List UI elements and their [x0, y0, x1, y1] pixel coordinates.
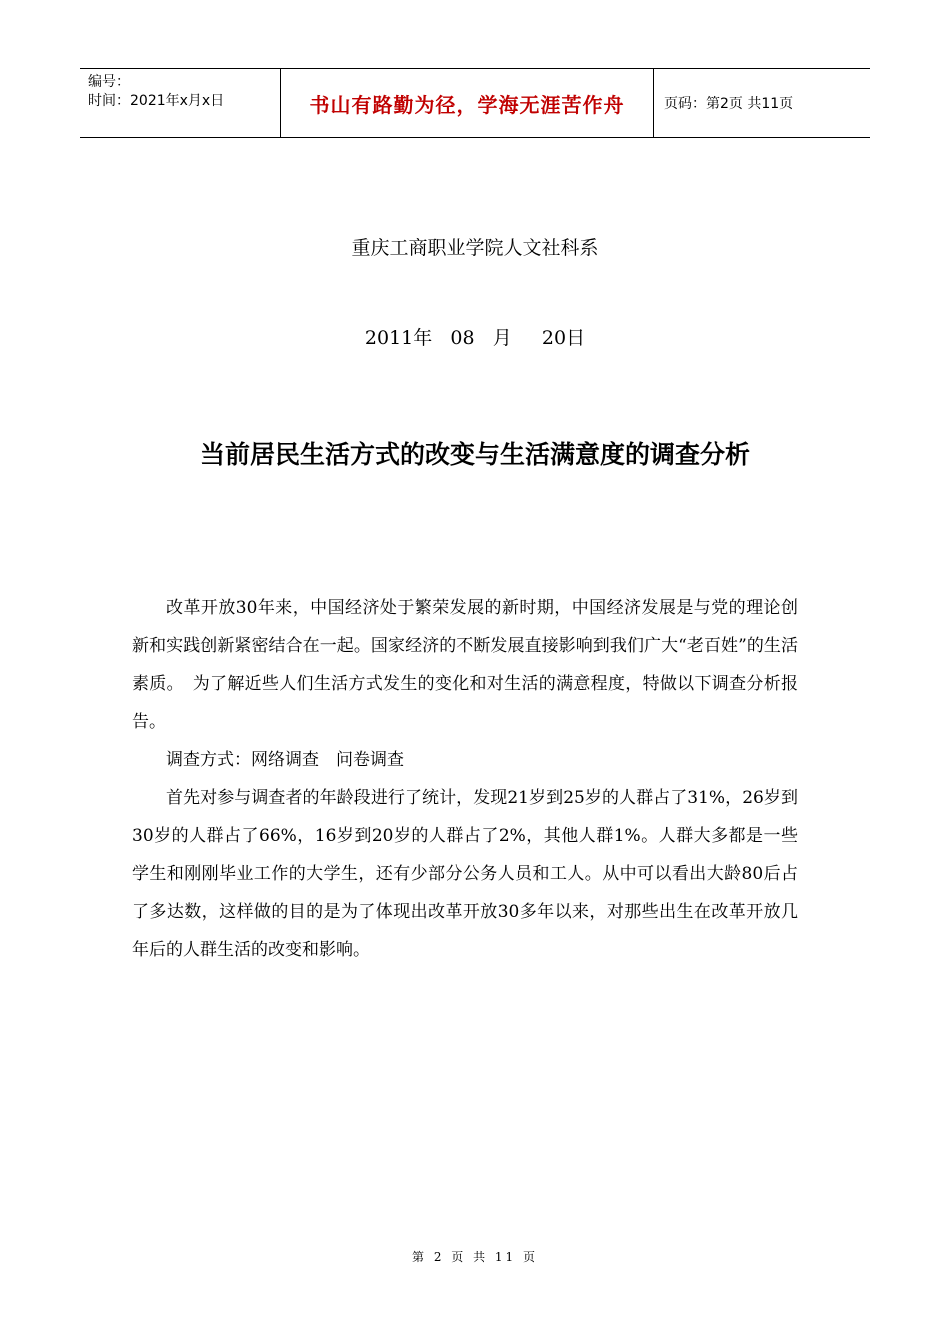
document-date: 2011年 08 月 20日: [364, 327, 586, 349]
header-meta: [80, 69, 281, 137]
organization-name: 重庆工商职业学院人文社科系: [351, 237, 599, 259]
page-footer: 第 2 页 共 11 页: [412, 1250, 538, 1264]
document-time-label: 时间：2021年x月x日: [88, 93, 225, 109]
paragraph-age-stats: 首先对参与调查者的年龄段进行了统计，发现21岁到25岁的人群占了31%，26岁到30岁的人群占了66%，16岁到20岁的人群占了2%，其他人群1%。人群大多都是一些学生和刚刚毕业工作的大学生，还有少部分公务人员和工人。从中可以看出大龄80后占了多达数，这样做的目的是为了体现出改革开放30多年以来，对那些出生在改革开放几年后的人群生活的改变和影响。: [132, 788, 798, 960]
header-motto: 书山有路勤为径，学海无涯苦作舟: [281, 69, 654, 137]
document-title: 当前居民生活方式的改变与生活满意度的调查分析: [199, 440, 750, 469]
document-body: [132, 589, 798, 969]
paragraph-survey-method: 调查方式：网络调查 问卷调查: [166, 750, 404, 770]
page-header: [80, 68, 870, 138]
header-page-code: 页码：第2页 共11页: [664, 96, 794, 112]
paragraph-intro: 改革开放30年来，中国经济处于繁荣发展的新时期，中国经济发展是与党的理论创新和实践创新紧密结合在一起。国家经济的不断发展直接影响到我们广大“老百姓”的生活素质。 为了解近些人们生活方式发生的变化和对生活的满意程度，特做以下调查分析报告。: [132, 598, 798, 732]
document-number-label: 编号：: [88, 74, 130, 90]
